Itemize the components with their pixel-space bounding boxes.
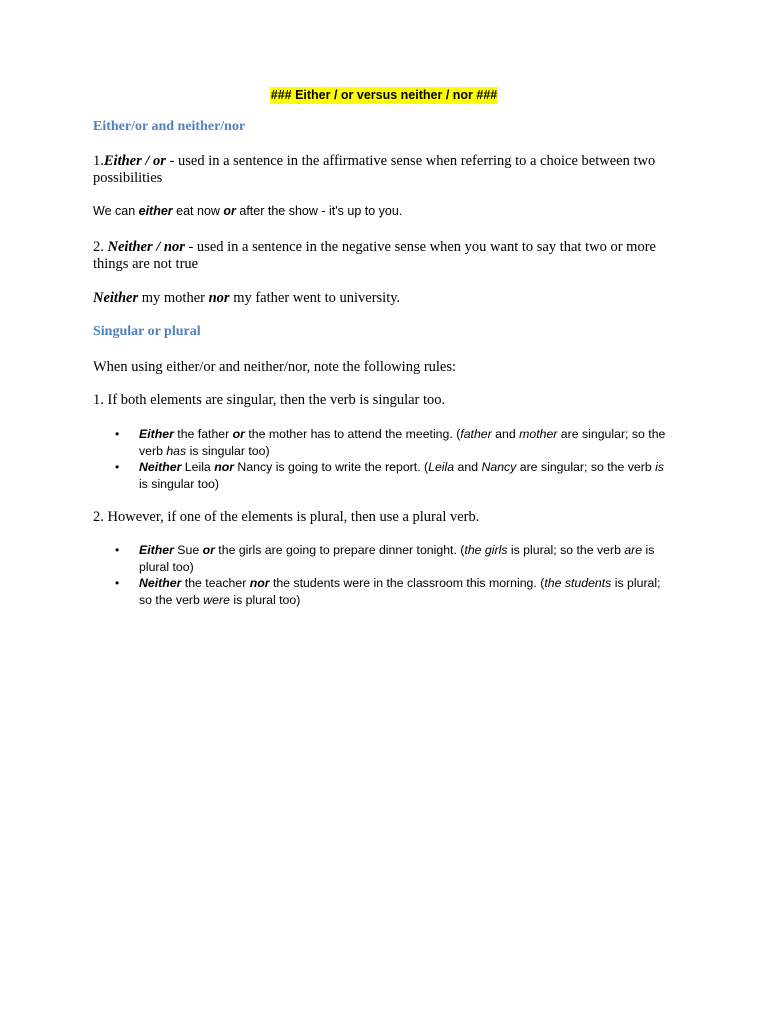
example-text: is plural too): [229, 592, 301, 607]
example-text: is plural too): [139, 543, 655, 574]
title-container: [0, 86, 768, 104]
example-keyword: Neither: [139, 460, 182, 474]
document-title: ### Either / or versus neither / nor ###: [270, 88, 498, 102]
example-text: the mother has to attend the meeting. (: [244, 427, 461, 441]
example-keyword: Neither: [139, 576, 182, 590]
example-text: the teacher: [181, 576, 250, 590]
example-text: Sue: [173, 543, 203, 557]
example-text: is singular too): [186, 443, 270, 458]
definition-text: - used in a sentence in the negative sense when you want to say that two or more things are not true: [93, 239, 656, 272]
example-verb: were: [203, 592, 230, 607]
example-keyword: either: [138, 204, 173, 218]
example-keyword: nor: [249, 576, 270, 590]
example-verb: is: [655, 460, 664, 474]
example-subject: the girls: [464, 543, 508, 557]
example-neither-nor: [93, 290, 683, 307]
rule-1-examples: [110, 426, 670, 492]
definition-neither-nor: [93, 239, 683, 273]
section-heading-singular-plural: Singular or plural: [93, 324, 201, 339]
rule-2-examples: [110, 542, 670, 608]
list-item: [110, 426, 670, 459]
term-either-or: Either / or: [103, 153, 166, 169]
example-text: eat now: [172, 204, 224, 218]
list-item: [110, 575, 670, 608]
example-text: is plural; so the verb: [139, 576, 661, 607]
definition-text: - used in a sentence in the affirmative sense when referring to a choice between two possibilities: [93, 153, 656, 186]
example-text: my mother: [138, 290, 209, 306]
example-text: Nancy is going to write the report. (: [234, 460, 429, 474]
example-subject: father: [460, 427, 492, 441]
example-text: the father: [173, 427, 233, 441]
example-keyword: or: [202, 543, 215, 557]
example-subject: the students: [544, 576, 612, 590]
example-text: and: [454, 460, 482, 474]
example-subject: Leila: [428, 460, 455, 474]
example-either-or: [93, 203, 683, 220]
example-keyword: Either: [139, 543, 174, 557]
list-item: [110, 542, 670, 575]
rule-2: 2. However, if one of the elements is plural, then use a plural verb.: [93, 509, 480, 525]
example-subject: Nancy: [481, 460, 517, 474]
example-text: are singular; so the verb: [139, 427, 666, 458]
bullet-icon: •: [115, 543, 120, 557]
example-text: are singular; so the verb: [516, 460, 656, 474]
definition-either-or: [93, 153, 683, 187]
example-keyword: Neither: [93, 290, 139, 306]
example-keyword: or: [223, 204, 236, 218]
example-text: Leila: [181, 460, 215, 474]
example-text: is singular too): [139, 476, 219, 491]
example-text: after the show - it's up to you.: [235, 204, 403, 218]
example-keyword: or: [232, 427, 245, 441]
example-keyword: nor: [208, 290, 230, 306]
example-keyword: Either: [139, 427, 174, 441]
item-number: 1.: [93, 153, 104, 169]
example-text: and: [491, 427, 520, 441]
example-text: the students were in the classroom this morning. (: [269, 576, 545, 590]
item-number: 2.: [93, 239, 108, 255]
bullet-icon: •: [115, 427, 120, 441]
term-neither-nor: Neither / nor: [107, 239, 185, 255]
example-verb: has: [166, 443, 187, 458]
example-verb: are: [624, 543, 643, 557]
section-heading-either-neither: Either/or and neither/nor: [93, 119, 246, 134]
example-text: the girls are going to prepare dinner tonight. (: [214, 543, 465, 557]
example-keyword: nor: [214, 460, 235, 474]
rules-intro: When using either/or and neither/nor, note the following rules:: [93, 359, 457, 375]
rule-1: 1. If both elements are singular, then the verb is singular too.: [93, 392, 446, 408]
bullet-icon: •: [115, 460, 120, 474]
example-text: We can: [93, 204, 139, 218]
list-item: [110, 459, 670, 492]
example-text: is plural; so the verb: [507, 543, 625, 557]
example-subject: mother: [519, 427, 558, 441]
example-text: my father went to university.: [229, 290, 401, 306]
bullet-icon: •: [115, 576, 120, 590]
